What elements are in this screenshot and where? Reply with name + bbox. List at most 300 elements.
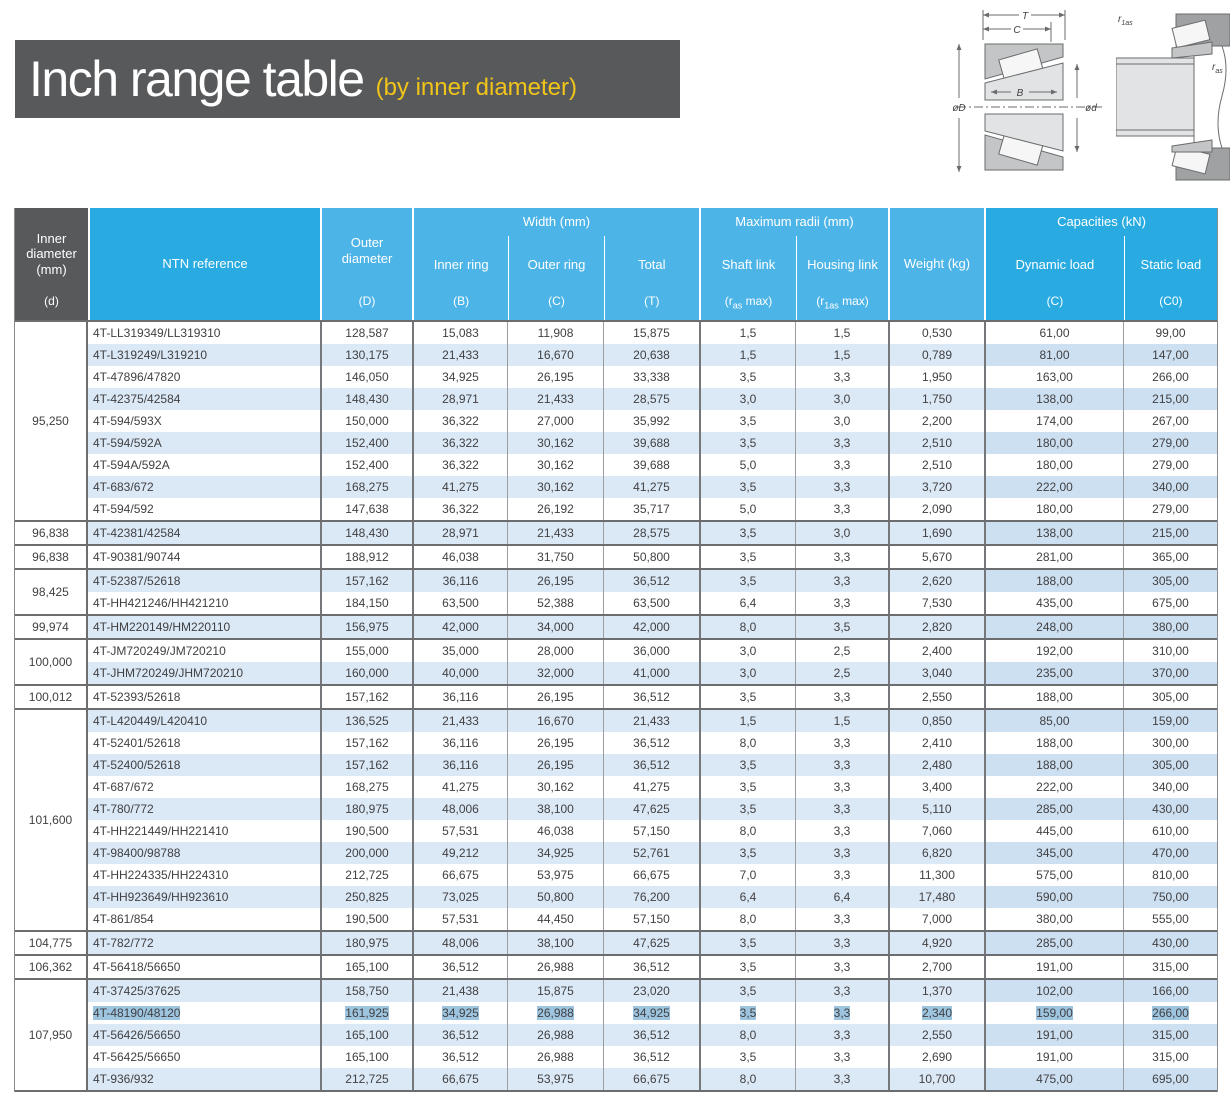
group-rows bbox=[88, 932, 1217, 954]
cell-text: 470,00 bbox=[1152, 846, 1189, 860]
cell-total-width bbox=[603, 640, 699, 662]
cell-total-width bbox=[603, 662, 699, 684]
cell-outer-diameter bbox=[320, 1002, 412, 1024]
cell-inner-ring-width bbox=[412, 732, 507, 754]
cell-static-load bbox=[1123, 776, 1217, 798]
cell-shaft-link-radius bbox=[699, 592, 795, 614]
cell-text: 3,5 bbox=[833, 620, 851, 634]
table-row[interactable] bbox=[88, 522, 1217, 544]
cell-text: 28,000 bbox=[537, 644, 574, 658]
cell-text: 279,00 bbox=[1152, 436, 1189, 450]
cell-total-width bbox=[603, 344, 699, 366]
cell-text: 4T-42375/42584 bbox=[93, 392, 181, 406]
cell-text: 3,0 bbox=[739, 644, 757, 658]
dim-label-bore-diameter: ød bbox=[1085, 103, 1097, 114]
cell-text: 40,000 bbox=[442, 666, 479, 680]
inner-diameter-value: 101,600 bbox=[15, 710, 88, 930]
cell-text: 38,100 bbox=[537, 802, 574, 816]
cell-text: 3,5 bbox=[739, 414, 757, 428]
group-rows bbox=[88, 616, 1217, 638]
cell-text: 73,025 bbox=[442, 890, 479, 904]
cell-text: 168,275 bbox=[345, 780, 389, 794]
cell-outer-diameter bbox=[320, 754, 412, 776]
table-row[interactable] bbox=[88, 592, 1217, 614]
cell-static-load bbox=[1123, 1068, 1217, 1090]
cell-total-width bbox=[603, 842, 699, 864]
cell-text: 39,688 bbox=[633, 436, 670, 450]
table-row[interactable] bbox=[88, 686, 1217, 708]
cell-text: 130,175 bbox=[345, 348, 389, 362]
inner-diameter-value: 104,775 bbox=[15, 932, 88, 954]
cell-text: 36,000 bbox=[633, 644, 670, 658]
table-row[interactable] bbox=[88, 344, 1217, 366]
table-row[interactable] bbox=[88, 754, 1217, 776]
cell-text: 675,00 bbox=[1152, 596, 1189, 610]
cell-text: 3,5 bbox=[739, 526, 757, 540]
cell-text: 4T-JM720249/JM720210 bbox=[93, 644, 226, 658]
cell-weight bbox=[888, 1002, 984, 1024]
cell-text: 26,988 bbox=[537, 1006, 574, 1020]
cell-weight bbox=[888, 454, 984, 476]
cell-text: 11,908 bbox=[537, 326, 574, 340]
cell-outer-diameter bbox=[320, 476, 412, 498]
cell-weight bbox=[888, 410, 984, 432]
cell-static-load bbox=[1123, 1002, 1217, 1024]
cell-outer-diameter bbox=[320, 322, 412, 344]
title-banner bbox=[15, 40, 680, 118]
cell-text: 4T-594/592A bbox=[93, 436, 162, 450]
cell-text: 3,3 bbox=[833, 550, 851, 564]
cell-weight bbox=[888, 1046, 984, 1068]
cell-static-load bbox=[1123, 710, 1217, 732]
cell-text: 42,000 bbox=[633, 620, 670, 634]
cell-text: 3,5 bbox=[739, 846, 757, 860]
inner-diameter-value: 100,000 bbox=[15, 640, 88, 684]
cell-text: 180,00 bbox=[1036, 502, 1073, 516]
cell-text: 4T-52401/52618 bbox=[93, 736, 181, 750]
table-row[interactable] bbox=[88, 546, 1217, 568]
cell-text: 3,3 bbox=[833, 960, 851, 974]
cell-text: 4T-56418/56650 bbox=[93, 960, 181, 974]
cell-weight bbox=[888, 388, 984, 410]
cell-text: 3,3 bbox=[833, 574, 851, 588]
cell-text: 4T-936/932 bbox=[93, 1072, 154, 1086]
cell-text: 0,850 bbox=[921, 714, 953, 728]
cell-text: 4T-HH421246/HH421210 bbox=[93, 596, 229, 610]
cell-text: 2,550 bbox=[921, 1028, 953, 1042]
cell-text: 166,00 bbox=[1152, 984, 1189, 998]
cell-text: 6,4 bbox=[833, 890, 851, 904]
cell-text: 435,00 bbox=[1036, 596, 1073, 610]
table-row[interactable] bbox=[88, 864, 1217, 886]
cell-text: 4T-37425/37625 bbox=[93, 984, 181, 998]
cell-housing-link-radius bbox=[795, 686, 888, 708]
cell-text: 3,5 bbox=[739, 550, 757, 564]
cell-outer-diameter bbox=[320, 864, 412, 886]
cell-text: 3,3 bbox=[833, 868, 851, 882]
cell-text: 8,0 bbox=[739, 824, 757, 838]
cell-text: 16,670 bbox=[537, 348, 574, 362]
cell-text: 156,975 bbox=[345, 620, 389, 634]
radius-label-ras: $r_{as}$ bbox=[1212, 62, 1223, 75]
cell-text: 157,162 bbox=[345, 690, 389, 704]
cell-ntn-reference bbox=[88, 710, 320, 732]
cell-text: 26,988 bbox=[537, 1050, 574, 1064]
cell-outer-diameter bbox=[320, 410, 412, 432]
cell-outer-ring-width bbox=[507, 820, 603, 842]
cell-outer-diameter bbox=[320, 776, 412, 798]
cell-inner-ring-width bbox=[412, 476, 507, 498]
header-label: Static load bbox=[1140, 257, 1202, 273]
cell-shaft-link-radius bbox=[699, 344, 795, 366]
cell-outer-ring-width bbox=[507, 754, 603, 776]
cell-outer-diameter bbox=[320, 908, 412, 930]
cell-text: 3,5 bbox=[739, 984, 757, 998]
cell-text: 180,975 bbox=[345, 936, 389, 950]
cell-outer-ring-width bbox=[507, 1046, 603, 1068]
cell-text: 35,992 bbox=[633, 414, 670, 428]
table-row[interactable] bbox=[88, 820, 1217, 842]
cell-text: 4T-52387/52618 bbox=[93, 574, 181, 588]
cell-text: 3,5 bbox=[739, 574, 757, 588]
header-symbol: (C0) bbox=[1159, 294, 1183, 308]
cell-outer-diameter bbox=[320, 820, 412, 842]
header-static-load bbox=[1124, 236, 1217, 320]
cell-dynamic-load bbox=[984, 754, 1123, 776]
cell-text: 138,00 bbox=[1036, 526, 1073, 540]
cell-text: 248,00 bbox=[1036, 620, 1073, 634]
cell-outer-diameter bbox=[320, 388, 412, 410]
table-row[interactable] bbox=[88, 908, 1217, 930]
cell-text: 4T-HH221449/HH221410 bbox=[93, 824, 229, 838]
cell-text: 2,090 bbox=[921, 502, 953, 516]
table-row[interactable] bbox=[88, 1068, 1217, 1090]
cell-text: 1,5 bbox=[739, 326, 757, 340]
cell-text: 128,587 bbox=[345, 326, 389, 340]
diameter-group bbox=[15, 932, 1217, 956]
cell-outer-diameter bbox=[320, 1046, 412, 1068]
cell-ntn-reference bbox=[88, 388, 320, 410]
cell-text: 3,5 bbox=[739, 480, 757, 494]
cell-housing-link-radius bbox=[795, 1068, 888, 1090]
cell-text: 152,400 bbox=[345, 436, 389, 450]
cell-weight bbox=[888, 522, 984, 544]
cell-text: 147,638 bbox=[345, 502, 389, 516]
dim-label-C: C bbox=[1013, 25, 1021, 36]
group-rows bbox=[88, 640, 1217, 684]
cell-text: 41,275 bbox=[442, 780, 479, 794]
table-row[interactable] bbox=[88, 798, 1217, 820]
cell-dynamic-load bbox=[984, 1002, 1123, 1024]
cell-dynamic-load bbox=[984, 908, 1123, 930]
table-row[interactable] bbox=[88, 640, 1217, 662]
header-inner-diameter bbox=[15, 208, 88, 320]
cell-weight bbox=[888, 640, 984, 662]
cell-total-width bbox=[603, 908, 699, 930]
cell-ntn-reference bbox=[88, 640, 320, 662]
cell-static-load bbox=[1123, 886, 1217, 908]
cell-outer-ring-width bbox=[507, 366, 603, 388]
cell-text: 4T-LL319349/LL319310 bbox=[93, 326, 221, 340]
cell-text: 610,00 bbox=[1152, 824, 1189, 838]
diameter-group bbox=[15, 616, 1217, 640]
cell-text: 36,512 bbox=[442, 960, 479, 974]
cell-housing-link-radius bbox=[795, 842, 888, 864]
cell-dynamic-load bbox=[984, 522, 1123, 544]
table-row[interactable] bbox=[88, 498, 1217, 520]
cell-dynamic-load bbox=[984, 686, 1123, 708]
table-row[interactable] bbox=[88, 476, 1217, 498]
cell-text: 188,00 bbox=[1036, 736, 1073, 750]
cell-housing-link-radius bbox=[795, 754, 888, 776]
header-label: Shaft link bbox=[721, 257, 776, 273]
cell-inner-ring-width bbox=[412, 798, 507, 820]
cell-text: 161,925 bbox=[345, 1006, 389, 1020]
cell-static-load bbox=[1123, 454, 1217, 476]
table-row[interactable] bbox=[88, 322, 1217, 344]
cell-text: 3,0 bbox=[833, 526, 851, 540]
cell-outer-ring-width bbox=[507, 686, 603, 708]
group-rows bbox=[88, 710, 1217, 930]
cell-text: 695,00 bbox=[1152, 1072, 1189, 1086]
cell-weight bbox=[888, 322, 984, 344]
cell-text: 47,625 bbox=[633, 936, 670, 950]
cell-text: 1,950 bbox=[921, 370, 953, 384]
cell-static-load bbox=[1123, 908, 1217, 930]
cell-text: 3,720 bbox=[921, 480, 953, 494]
cell-outer-ring-width bbox=[507, 640, 603, 662]
cell-outer-ring-width bbox=[507, 932, 603, 954]
cell-dynamic-load bbox=[984, 1068, 1123, 1090]
cell-housing-link-radius bbox=[795, 476, 888, 498]
cell-text: 2,200 bbox=[921, 414, 953, 428]
cell-static-load bbox=[1123, 640, 1217, 662]
cell-ntn-reference bbox=[88, 820, 320, 842]
cell-outer-ring-width bbox=[507, 498, 603, 520]
table-row[interactable] bbox=[88, 1046, 1217, 1068]
cell-outer-diameter bbox=[320, 798, 412, 820]
cell-text: 4T-683/672 bbox=[93, 480, 154, 494]
table-row[interactable] bbox=[88, 432, 1217, 454]
cell-text: 445,00 bbox=[1036, 824, 1073, 838]
table-row[interactable] bbox=[88, 980, 1217, 1002]
cell-text: 36,512 bbox=[633, 736, 670, 750]
cell-housing-link-radius bbox=[795, 662, 888, 684]
cell-inner-ring-width bbox=[412, 662, 507, 684]
cell-text: 475,00 bbox=[1036, 1072, 1073, 1086]
cell-outer-diameter bbox=[320, 956, 412, 978]
header-shaft-link bbox=[701, 236, 796, 320]
cell-dynamic-load bbox=[984, 410, 1123, 432]
table-row[interactable] bbox=[88, 454, 1217, 476]
cell-dynamic-load bbox=[984, 454, 1123, 476]
cell-text: 8,0 bbox=[739, 1028, 757, 1042]
inner-diameter-value: 96,838 bbox=[15, 522, 88, 544]
cell-ntn-reference bbox=[88, 322, 320, 344]
table-row[interactable] bbox=[88, 956, 1217, 978]
group-rows bbox=[88, 956, 1217, 978]
table-row[interactable] bbox=[88, 616, 1217, 638]
cell-text: 61,00 bbox=[1039, 326, 1070, 340]
inner-diameter-value: 96,838 bbox=[15, 546, 88, 568]
cell-text: 26,195 bbox=[537, 736, 574, 750]
cell-text: 157,162 bbox=[345, 574, 389, 588]
header-group-title: Capacities (kN) bbox=[1057, 214, 1146, 230]
cell-inner-ring-width bbox=[412, 754, 507, 776]
cell-dynamic-load bbox=[984, 776, 1123, 798]
header-label: Outer diameter bbox=[341, 235, 393, 266]
cell-total-width bbox=[603, 476, 699, 498]
table-row[interactable] bbox=[88, 842, 1217, 864]
cell-dynamic-load bbox=[984, 476, 1123, 498]
cell-housing-link-radius bbox=[795, 322, 888, 344]
cell-static-load bbox=[1123, 732, 1217, 754]
group-rows bbox=[88, 546, 1217, 568]
cell-text: 41,275 bbox=[442, 480, 479, 494]
cell-text: 26,988 bbox=[537, 1028, 574, 1042]
cell-text: 3,3 bbox=[833, 1072, 851, 1086]
cell-ntn-reference bbox=[88, 754, 320, 776]
cell-text: 23,020 bbox=[633, 984, 670, 998]
cell-weight bbox=[888, 842, 984, 864]
cell-text: 26,195 bbox=[537, 758, 574, 772]
cell-text: 250,825 bbox=[345, 890, 389, 904]
cell-text: 34,925 bbox=[442, 370, 479, 384]
cell-inner-ring-width bbox=[412, 498, 507, 520]
cell-text: 21,433 bbox=[537, 526, 574, 540]
cell-text: 3,3 bbox=[833, 824, 851, 838]
cell-text: 52,761 bbox=[633, 846, 670, 860]
cell-total-width bbox=[603, 546, 699, 568]
cell-shaft-link-radius bbox=[699, 776, 795, 798]
cell-text: 47,625 bbox=[633, 802, 670, 816]
cell-weight bbox=[888, 498, 984, 520]
cell-text: 192,00 bbox=[1036, 644, 1073, 658]
cell-text: 4T-52393/52618 bbox=[93, 690, 181, 704]
cell-text: 212,725 bbox=[345, 868, 389, 882]
table-row[interactable] bbox=[88, 662, 1217, 684]
cell-text: 2,510 bbox=[921, 458, 953, 472]
cell-shaft-link-radius bbox=[699, 864, 795, 886]
cell-text: 38,100 bbox=[537, 936, 574, 950]
cell-text: 430,00 bbox=[1152, 936, 1189, 950]
cell-text: 3,3 bbox=[833, 480, 851, 494]
cell-text: 279,00 bbox=[1152, 502, 1189, 516]
cell-dynamic-load bbox=[984, 344, 1123, 366]
cell-text: 3,5 bbox=[739, 690, 757, 704]
cell-text: 2,700 bbox=[921, 960, 953, 974]
cell-outer-ring-width bbox=[507, 546, 603, 568]
cell-text: 750,00 bbox=[1152, 890, 1189, 904]
cell-text: 0,789 bbox=[921, 348, 953, 362]
cell-ntn-reference bbox=[88, 366, 320, 388]
cell-text: 157,162 bbox=[345, 736, 389, 750]
cell-text: 4T-48190/48120 bbox=[93, 1006, 181, 1020]
table-row[interactable] bbox=[88, 932, 1217, 954]
cell-outer-diameter bbox=[320, 498, 412, 520]
cell-dynamic-load bbox=[984, 820, 1123, 842]
cell-text: 35,000 bbox=[442, 644, 479, 658]
cell-ntn-reference bbox=[88, 454, 320, 476]
cell-text: 36,512 bbox=[633, 960, 670, 974]
cell-text: 3,0 bbox=[739, 392, 757, 406]
cell-text: 4T-782/772 bbox=[93, 936, 154, 950]
table-row[interactable] bbox=[88, 570, 1217, 592]
cell-text: 15,083 bbox=[442, 326, 479, 340]
cell-text: 3,3 bbox=[833, 596, 851, 610]
table-row[interactable] bbox=[88, 776, 1217, 798]
cell-text: 2,5 bbox=[833, 644, 851, 658]
cell-inner-ring-width bbox=[412, 1002, 507, 1024]
table-row[interactable] bbox=[88, 710, 1217, 732]
cell-outer-ring-width bbox=[507, 432, 603, 454]
diameter-group bbox=[15, 522, 1217, 546]
cell-weight bbox=[888, 366, 984, 388]
cell-text: 200,000 bbox=[345, 846, 389, 860]
cell-weight bbox=[888, 980, 984, 1002]
table-row[interactable] bbox=[88, 732, 1217, 754]
cell-inner-ring-width bbox=[412, 344, 507, 366]
table-row[interactable] bbox=[88, 388, 1217, 410]
cell-outer-diameter bbox=[320, 732, 412, 754]
cell-text: 2,5 bbox=[833, 666, 851, 680]
cell-text: 3,3 bbox=[833, 502, 851, 516]
table-row[interactable] bbox=[88, 366, 1217, 388]
table-row[interactable] bbox=[88, 1024, 1217, 1046]
cell-text: 136,525 bbox=[345, 714, 389, 728]
cell-text: 26,195 bbox=[537, 690, 574, 704]
header-inner-ring bbox=[414, 236, 508, 320]
cell-weight bbox=[888, 754, 984, 776]
cell-housing-link-radius bbox=[795, 522, 888, 544]
cell-inner-ring-width bbox=[412, 908, 507, 930]
cell-text: 4T-861/854 bbox=[93, 912, 154, 926]
cell-static-load bbox=[1123, 344, 1217, 366]
cell-shaft-link-radius bbox=[699, 366, 795, 388]
cell-outer-diameter bbox=[320, 592, 412, 614]
cell-static-load bbox=[1123, 546, 1217, 568]
cell-ntn-reference bbox=[88, 616, 320, 638]
cell-text: 4T-L319249/L319210 bbox=[93, 348, 208, 362]
header-symbol: (B) bbox=[453, 294, 470, 308]
cell-text: 1,5 bbox=[833, 348, 851, 362]
cell-text: 11,300 bbox=[919, 868, 955, 882]
cell-text: 57,531 bbox=[442, 824, 479, 838]
cell-shaft-link-radius bbox=[699, 662, 795, 684]
cell-text: 41,275 bbox=[633, 780, 670, 794]
header-symbol: ($r_{as}$ max) bbox=[724, 294, 773, 311]
cell-shaft-link-radius bbox=[699, 388, 795, 410]
cell-weight bbox=[888, 864, 984, 886]
cell-text: 310,00 bbox=[1152, 644, 1189, 658]
cell-housing-link-radius bbox=[795, 388, 888, 410]
cell-text: 33,338 bbox=[633, 370, 670, 384]
cell-text: 28,575 bbox=[633, 526, 670, 540]
table-row[interactable] bbox=[88, 410, 1217, 432]
cell-text: 3,3 bbox=[833, 1050, 851, 1064]
table-row[interactable] bbox=[88, 1002, 1217, 1024]
cell-text: 3,3 bbox=[833, 846, 851, 860]
cell-text: 315,00 bbox=[1152, 960, 1189, 974]
cell-weight bbox=[888, 662, 984, 684]
table-row[interactable] bbox=[88, 886, 1217, 908]
group-rows bbox=[88, 322, 1217, 520]
cell-text: 215,00 bbox=[1152, 526, 1189, 540]
header-total-width bbox=[604, 236, 699, 320]
cell-ntn-reference bbox=[88, 432, 320, 454]
cell-outer-ring-width bbox=[507, 864, 603, 886]
cell-outer-ring-width bbox=[507, 1024, 603, 1046]
